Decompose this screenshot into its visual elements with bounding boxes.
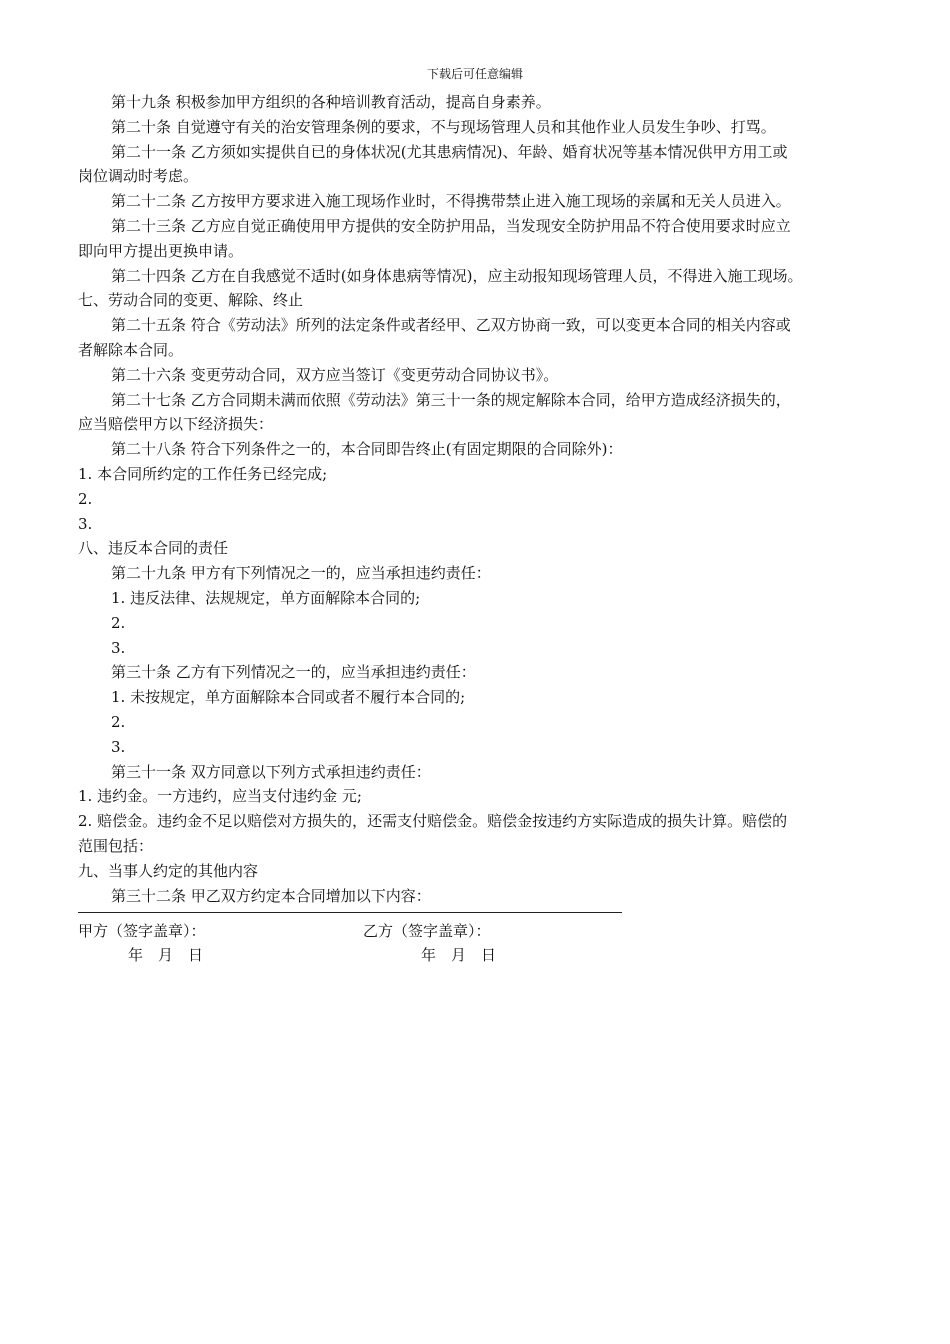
- contract-body: [78, 90, 882, 967]
- paragraph-line: 1. 违约金。一方违约，应当支付违约金 元;: [78, 787, 362, 806]
- paragraph-line: 应当赔偿甲方以下经济损失：: [78, 415, 274, 434]
- paragraph-line: 第二十八条 符合下列条件之一的，本合同即告终止(有固定期限的合同除外)：: [111, 440, 623, 459]
- paragraph-line: 第三十二条 甲乙双方约定本合同增加以下内容：: [111, 886, 431, 905]
- paragraph-line: 1. 未按规定，单方面解除本合同或者不履行本合同的;: [111, 688, 466, 707]
- paragraph-line: 2.: [111, 712, 126, 731]
- page-header-note: 下载后可任意编辑: [426, 67, 523, 81]
- paragraph-line: 岗位调动时考虑。: [78, 167, 199, 186]
- party-b-signature-label: 乙方（签字盖章）：: [363, 922, 491, 941]
- paragraph-line: 2.: [111, 613, 126, 632]
- paragraph-line: 1. 违反法律、法规规定，单方面解除本合同的;: [111, 588, 421, 607]
- paragraph-line: 第二十一条 乙方须如实提供自已的身体状况(尤其患病情况)、年龄、婚育状况等基本情况供甲方用工或: [111, 142, 788, 161]
- paragraph-line: 3.: [78, 514, 93, 533]
- paragraph-line: 第二十条 自觉遵守有关的治安管理条例的要求，不与现场管理人员和其他作业人员发生争吵、打骂。: [111, 117, 776, 136]
- paragraph-line: 2. 赔偿金。违约金不足以赔偿对方损失的，还需支付赔偿金。赔偿金按违约方实际造成的损失计算。赔偿的: [78, 812, 788, 831]
- party-b-date: 年 月 日: [421, 946, 497, 965]
- section-heading: 七、劳动合同的变更、解除、终止: [78, 291, 304, 310]
- signature-row: [78, 919, 882, 943]
- paragraph-line: 即向甲方提出更换申请。: [78, 241, 244, 260]
- paragraph-line: 第二十五条 符合《劳动法》所列的法定条件或者经甲、乙双方协商一致，可以变更本合同的相关内容或: [111, 316, 791, 335]
- paragraph-line: 3.: [111, 737, 126, 756]
- paragraph-list: [78, 90, 882, 908]
- paragraph-line: 1. 本合同所约定的工作任务已经完成;: [78, 464, 328, 483]
- paragraph-line: 3.: [111, 638, 126, 657]
- section-heading: 九、当事人约定的其他内容: [78, 861, 259, 880]
- paragraph-line: 第二十四条 乙方在自我感觉不适时(如身体患病等情况)，应主动报知现场管理人员，不得进入施工现场。: [111, 266, 803, 285]
- paragraph-line: 者解除本合同。: [78, 340, 184, 359]
- paragraph-line: 第二十七条 乙方合同期未满而依照《劳动法》第三十一条的规定解除本合同，给甲方造成经济损失的，: [111, 390, 791, 409]
- paragraph-line: 第二十二条 乙方按甲方要求进入施工现场作业时，不得携带禁止进入施工现场的亲属和无关人员进入。: [111, 192, 791, 211]
- party-a-date: 年 月 日: [128, 946, 204, 965]
- paragraph-line: 2.: [78, 489, 93, 508]
- section-heading: 八、违反本合同的责任: [78, 539, 229, 558]
- blank-fill-line: [78, 912, 622, 913]
- paragraph-line: 第二十六条 变更劳动合同，双方应当签订《变更劳动合同协议书》。: [111, 365, 559, 384]
- paragraph-line: 第二十九条 甲方有下列情况之一的，应当承担违约责任：: [111, 564, 491, 583]
- paragraph-line: 第三十一条 双方同意以下列方式承担违约责任：: [111, 762, 431, 781]
- paragraph-line: 范围包括：: [78, 836, 154, 855]
- paragraph-line: 第三十条 乙方有下列情况之一的，应当承担违约责任：: [111, 663, 476, 682]
- party-a-signature-label: 甲方（签字盖章）：: [78, 922, 206, 941]
- date-row: [78, 943, 882, 967]
- paragraph-line: 第二十三条 乙方应自觉正确使用甲方提供的安全防护用品，当发现安全防护用品不符合使用要求时应立: [111, 216, 791, 235]
- paragraph-line: 第十九条 积极参加甲方组织的各种培训教育活动，提高自身素养。: [111, 93, 551, 111]
